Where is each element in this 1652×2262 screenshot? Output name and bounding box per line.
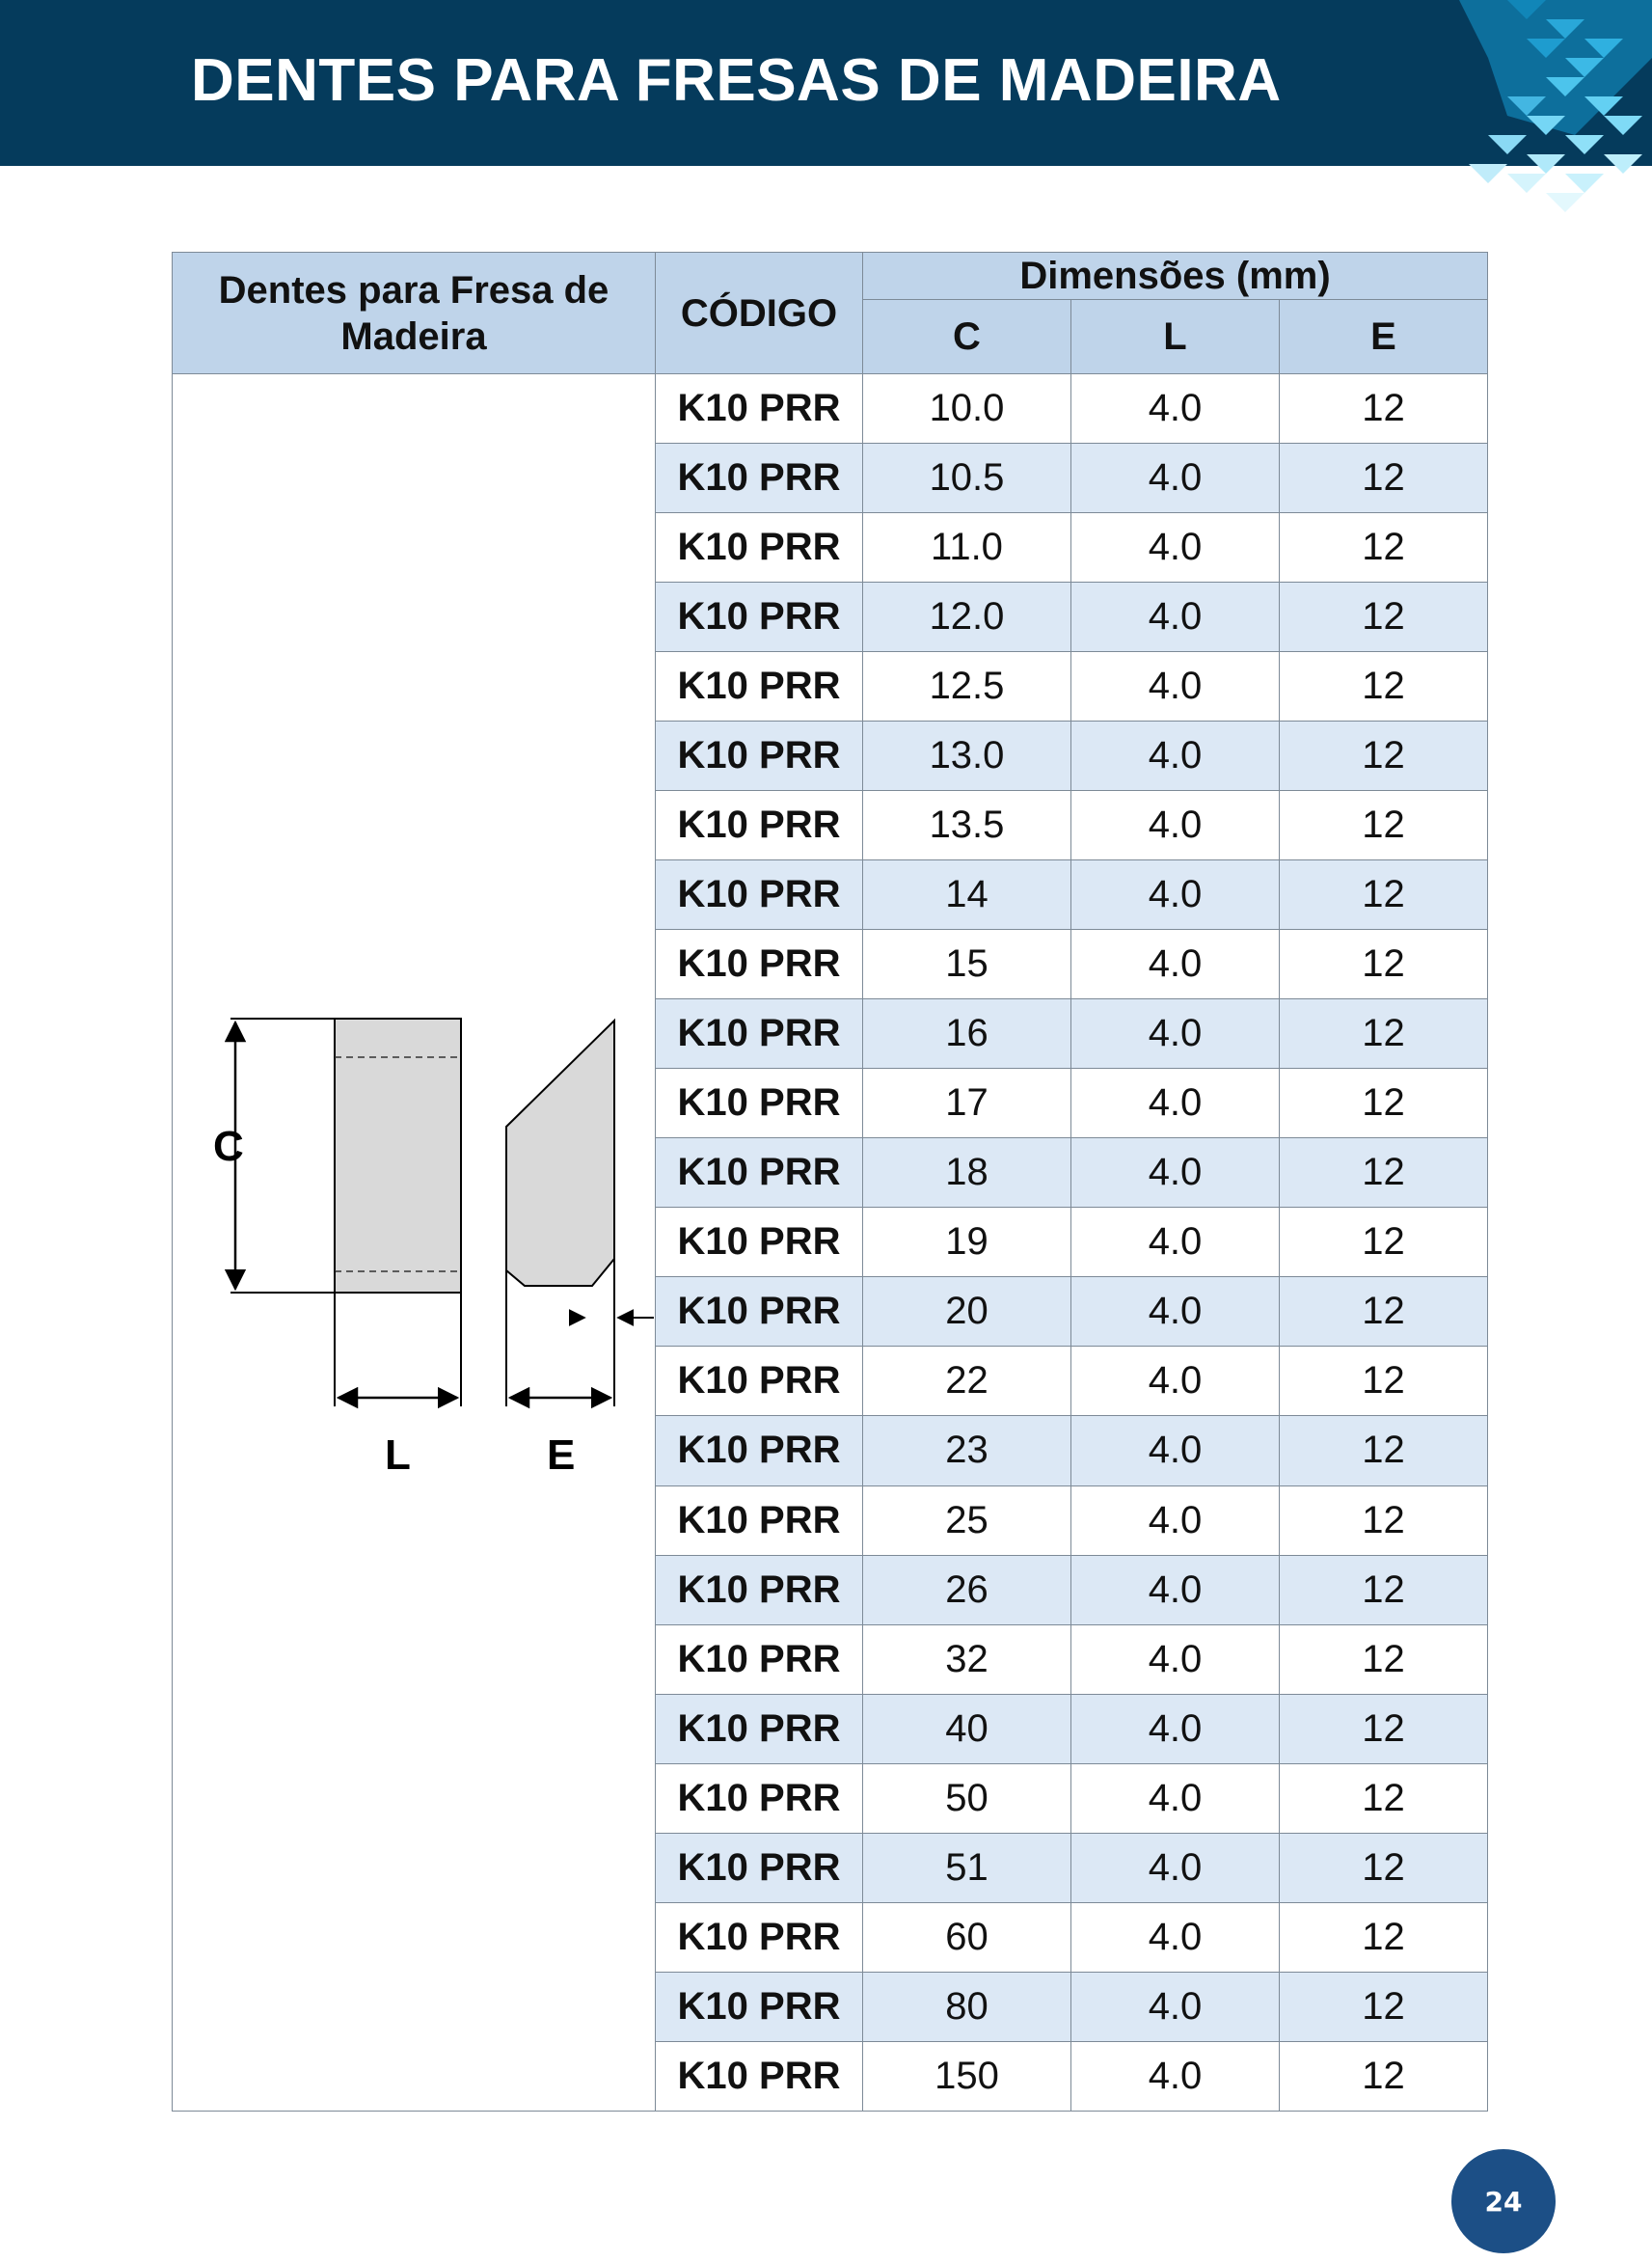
cell-c: 10.0 [863, 374, 1071, 444]
cell-code: K10 PRR [656, 1069, 863, 1138]
header-e: E [1280, 300, 1488, 374]
cell-code: K10 PRR [656, 513, 863, 583]
cell-l: 4.0 [1071, 1347, 1280, 1416]
cell-c: 18 [863, 1138, 1071, 1208]
cell-e: 12 [1280, 1833, 1488, 1902]
cell-l: 4.0 [1071, 791, 1280, 860]
cell-e: 12 [1280, 1138, 1488, 1208]
page-title: DENTES PARA FRESAS DE MADEIRA [191, 47, 1282, 114]
tooth-diagram [173, 374, 655, 2111]
cell-code: K10 PRR [656, 999, 863, 1069]
cell-l: 4.0 [1071, 1972, 1280, 2041]
label-c: C [213, 1123, 244, 1170]
cell-e: 12 [1280, 652, 1488, 722]
cell-code: K10 PRR [656, 1694, 863, 1763]
page-number: 24 [1451, 2149, 1556, 2253]
cell-c: 11.0 [863, 513, 1071, 583]
cell-code: K10 PRR [656, 1485, 863, 1555]
cell-code: K10 PRR [656, 1624, 863, 1694]
cell-e: 12 [1280, 374, 1488, 444]
cell-l: 4.0 [1071, 1555, 1280, 1624]
cell-l: 4.0 [1071, 1902, 1280, 1972]
cell-l: 4.0 [1071, 1624, 1280, 1694]
cell-c: 17 [863, 1069, 1071, 1138]
cell-l: 4.0 [1071, 374, 1280, 444]
cell-c: 60 [863, 1902, 1071, 1972]
cell-e: 12 [1280, 1069, 1488, 1138]
cell-e: 12 [1280, 1347, 1488, 1416]
cell-e: 12 [1280, 1416, 1488, 1485]
header-c: C [863, 300, 1071, 374]
cell-c: 51 [863, 1833, 1071, 1902]
cell-code: K10 PRR [656, 374, 863, 444]
tooth-diagram-cell [173, 374, 656, 2112]
header-l: L [1071, 300, 1280, 374]
cell-c: 80 [863, 1972, 1071, 2041]
cell-code: K10 PRR [656, 2041, 863, 2111]
cell-e: 12 [1280, 444, 1488, 513]
dimensions-table [172, 252, 1488, 2112]
cell-l: 4.0 [1071, 513, 1280, 583]
cell-e: 12 [1280, 583, 1488, 652]
cell-c: 20 [863, 1277, 1071, 1347]
cell-e: 12 [1280, 1555, 1488, 1624]
cell-l: 4.0 [1071, 444, 1280, 513]
cell-l: 4.0 [1071, 1485, 1280, 1555]
cell-code: K10 PRR [656, 1277, 863, 1347]
cell-c: 32 [863, 1624, 1071, 1694]
header-code: CÓDIGO [656, 253, 863, 374]
cell-e: 12 [1280, 1763, 1488, 1833]
cell-l: 4.0 [1071, 1833, 1280, 1902]
cell-c: 15 [863, 930, 1071, 999]
cell-code: K10 PRR [656, 583, 863, 652]
cell-e: 12 [1280, 1485, 1488, 1555]
cell-c: 22 [863, 1347, 1071, 1416]
cell-e: 12 [1280, 1694, 1488, 1763]
cell-e: 12 [1280, 860, 1488, 930]
cell-c: 16 [863, 999, 1071, 1069]
cell-code: K10 PRR [656, 930, 863, 999]
cell-code: K10 PRR [656, 1972, 863, 2041]
cell-code: K10 PRR [656, 1208, 863, 1277]
cell-l: 4.0 [1071, 1208, 1280, 1277]
cell-code: K10 PRR [656, 1555, 863, 1624]
cell-l: 4.0 [1071, 1763, 1280, 1833]
label-l: L [385, 1431, 411, 1479]
cell-e: 12 [1280, 1208, 1488, 1277]
tooth-front-view [335, 1019, 461, 1293]
cell-l: 4.0 [1071, 999, 1280, 1069]
header-dimensions: Dimensões (mm) [863, 253, 1488, 300]
cell-code: K10 PRR [656, 722, 863, 791]
cell-e: 12 [1280, 791, 1488, 860]
header-decoration-icon [1363, 0, 1652, 232]
cell-code: K10 PRR [656, 1347, 863, 1416]
cell-c: 12.5 [863, 652, 1071, 722]
cell-c: 12.0 [863, 583, 1071, 652]
cell-l: 4.0 [1071, 2041, 1280, 2111]
cell-code: K10 PRR [656, 1138, 863, 1208]
cell-code: K10 PRR [656, 1833, 863, 1902]
cell-e: 12 [1280, 1902, 1488, 1972]
cell-code: K10 PRR [656, 1416, 863, 1485]
cell-c: 23 [863, 1416, 1071, 1485]
header-product: Dentes para Fresa de Madeira [173, 253, 656, 374]
cell-e: 12 [1280, 2041, 1488, 2111]
cell-c: 10.5 [863, 444, 1071, 513]
cell-e: 12 [1280, 930, 1488, 999]
table-body [173, 374, 1488, 2112]
cell-c: 14 [863, 860, 1071, 930]
cell-e: 12 [1280, 999, 1488, 1069]
cell-e: 12 [1280, 1277, 1488, 1347]
cell-l: 4.0 [1071, 930, 1280, 999]
cell-c: 13.0 [863, 722, 1071, 791]
cell-c: 13.5 [863, 791, 1071, 860]
cell-l: 4.0 [1071, 722, 1280, 791]
cell-e: 12 [1280, 1972, 1488, 2041]
cell-c: 25 [863, 1485, 1071, 1555]
cell-l: 4.0 [1071, 860, 1280, 930]
cell-l: 4.0 [1071, 652, 1280, 722]
cell-l: 4.0 [1071, 1277, 1280, 1347]
tooth-side-view [506, 1021, 614, 1286]
cell-e: 12 [1280, 1624, 1488, 1694]
cell-c: 19 [863, 1208, 1071, 1277]
cell-c: 50 [863, 1763, 1071, 1833]
cell-c: 26 [863, 1555, 1071, 1624]
cell-l: 4.0 [1071, 1138, 1280, 1208]
cell-c: 40 [863, 1694, 1071, 1763]
cell-code: K10 PRR [656, 444, 863, 513]
cell-code: K10 PRR [656, 791, 863, 860]
cell-code: K10 PRR [656, 1763, 863, 1833]
cell-l: 4.0 [1071, 1069, 1280, 1138]
cell-code: K10 PRR [656, 652, 863, 722]
cell-code: K10 PRR [656, 1902, 863, 1972]
cell-code: K10 PRR [656, 860, 863, 930]
label-e: E [547, 1431, 576, 1479]
cell-l: 4.0 [1071, 1694, 1280, 1763]
cell-c: 150 [863, 2041, 1071, 2111]
cell-e: 12 [1280, 513, 1488, 583]
cell-l: 4.0 [1071, 583, 1280, 652]
cell-e: 12 [1280, 722, 1488, 791]
cell-l: 4.0 [1071, 1416, 1280, 1485]
table-row [173, 374, 1488, 444]
